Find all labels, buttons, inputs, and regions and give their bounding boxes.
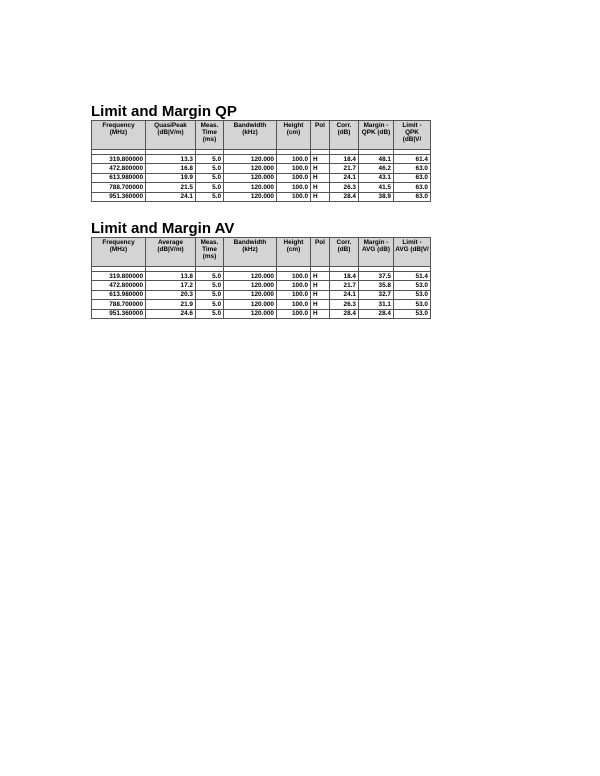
qp-header-cell: Frequency (MHz) (92, 121, 146, 150)
qp-table-cell: 100.0 (277, 173, 311, 182)
qp-table-cell: H (311, 192, 330, 201)
qp-table-cell: 19.9 (146, 173, 196, 182)
qp-table-cell: 5.0 (196, 173, 224, 182)
qp-table-cell: 38.9 (359, 192, 394, 201)
qp-header-cell: Meas. Time (ms) (196, 121, 224, 150)
av-table-cell: 472.800000 (92, 281, 146, 290)
av-table-row (92, 309, 431, 318)
qp-table-cell: 100.0 (277, 164, 311, 173)
qp-table-cell: 5.0 (196, 192, 224, 201)
av-table-cell: 21.9 (146, 300, 196, 309)
qp-header-cell: Pol (311, 121, 330, 150)
av-table-cell: H (311, 272, 330, 281)
qp-table-cell: 120.000 (224, 173, 277, 182)
qp-table-row (92, 192, 431, 201)
av-header-row (92, 238, 431, 267)
av-table (91, 237, 431, 319)
av-table-cell: 319.800000 (92, 272, 146, 281)
av-header-cell: Height (cm) (277, 238, 311, 267)
qp-table-cell: 13.3 (146, 155, 196, 164)
av-header-cell: Pol (311, 238, 330, 267)
qp-table-cell: 5.0 (196, 183, 224, 192)
qp-table-cell: 48.1 (359, 155, 394, 164)
av-table-cell: 28.4 (330, 309, 359, 318)
av-table-row (92, 281, 431, 290)
qp-table-cell: 26.3 (330, 183, 359, 192)
av-table-cell: 51.4 (394, 272, 431, 281)
qp-table-cell: H (311, 183, 330, 192)
av-table-cell: H (311, 309, 330, 318)
av-table-cell: 120.000 (224, 272, 277, 281)
qp-table-cell: 16.8 (146, 164, 196, 173)
av-table-row (92, 290, 431, 299)
qp-table-cell: 43.1 (359, 173, 394, 182)
av-table-cell: 31.1 (359, 300, 394, 309)
qp-table-cell: 319.800000 (92, 155, 146, 164)
qp-table-cell: 100.0 (277, 192, 311, 201)
qp-table-cell: 788.700000 (92, 183, 146, 192)
av-table-cell: 120.000 (224, 281, 277, 290)
av-table-cell: 53.0 (394, 300, 431, 309)
av-section (91, 221, 431, 319)
av-table-cell: H (311, 281, 330, 290)
qp-table-row (92, 164, 431, 173)
qp-title: Limit and Margin QP (91, 103, 237, 120)
qp-header-cell: QuasiPeak (dB|V/m) (146, 121, 196, 150)
av-table-cell: 24.6 (146, 309, 196, 318)
qp-table-cell: 5.0 (196, 164, 224, 173)
av-table-cell: 53.0 (394, 290, 431, 299)
av-table-cell: 26.3 (330, 300, 359, 309)
av-table-cell: 100.0 (277, 309, 311, 318)
qp-header-cell: Margin - QPK (dB) (359, 121, 394, 150)
qp-table-cell: 951.360000 (92, 192, 146, 201)
av-table-cell: 613.980000 (92, 290, 146, 299)
qp-table-cell: 24.1 (330, 173, 359, 182)
qp-table-cell: 21.7 (330, 164, 359, 173)
av-title: Limit and Margin AV (91, 220, 235, 237)
qp-table-cell: 63.0 (394, 192, 431, 201)
qp-section (91, 104, 431, 202)
av-table-cell: 100.0 (277, 300, 311, 309)
qp-table-row (92, 183, 431, 192)
qp-table-cell: 24.1 (146, 192, 196, 201)
av-header-cell: Average (dB|V/m) (146, 238, 196, 267)
av-table-cell: 53.0 (394, 281, 431, 290)
av-table-cell: 13.8 (146, 272, 196, 281)
av-table-cell: 5.0 (196, 309, 224, 318)
av-table-row (92, 272, 431, 281)
qp-table-cell: 63.0 (394, 173, 431, 182)
qp-table-row (92, 173, 431, 182)
av-table-cell: 17.2 (146, 281, 196, 290)
av-header-cell: Bandwidth (kHz) (224, 238, 277, 267)
qp-table-cell: 41.5 (359, 183, 394, 192)
qp-table-cell: 120.000 (224, 192, 277, 201)
qp-table-cell: 46.2 (359, 164, 394, 173)
qp-header-cell: Bandwidth (kHz) (224, 121, 277, 150)
qp-table-cell: 5.0 (196, 155, 224, 164)
av-header-cell: Frequency (MHz) (92, 238, 146, 267)
qp-header-row (92, 121, 431, 150)
av-table-cell: H (311, 300, 330, 309)
qp-table-row (92, 155, 431, 164)
qp-table-cell: 63.0 (394, 164, 431, 173)
qp-header-cell: Corr. (dB) (330, 121, 359, 150)
av-header-cell: Corr. (dB) (330, 238, 359, 267)
qp-header-cell: Limit - QPK (dB|V/ (394, 121, 431, 150)
qp-table-cell: 120.000 (224, 183, 277, 192)
qp-table-cell: 120.000 (224, 155, 277, 164)
av-header-cell: Margin - AVG (dB) (359, 238, 394, 267)
av-table-cell: 24.1 (330, 290, 359, 299)
av-table-cell: 32.7 (359, 290, 394, 299)
qp-table-cell: H (311, 173, 330, 182)
qp-header-cell: Height (cm) (277, 121, 311, 150)
av-table-cell: 951.360000 (92, 309, 146, 318)
qp-table-cell: 613.980000 (92, 173, 146, 182)
av-table-cell: 5.0 (196, 300, 224, 309)
av-table-cell: 5.0 (196, 272, 224, 281)
av-table-cell: 21.7 (330, 281, 359, 290)
qp-table-cell: 63.0 (394, 183, 431, 192)
av-table-cell: 18.4 (330, 272, 359, 281)
qp-table-cell: 21.5 (146, 183, 196, 192)
av-table-cell: 788.700000 (92, 300, 146, 309)
qp-table-cell: 120.000 (224, 164, 277, 173)
av-table-cell: H (311, 290, 330, 299)
qp-table-cell: 28.4 (330, 192, 359, 201)
qp-table-cell: H (311, 155, 330, 164)
qp-table-cell: 100.0 (277, 155, 311, 164)
qp-table-cell: 61.4 (394, 155, 431, 164)
av-table-cell: 120.000 (224, 300, 277, 309)
av-table-cell: 28.4 (359, 309, 394, 318)
av-table-cell: 20.3 (146, 290, 196, 299)
qp-table-cell: 18.4 (330, 155, 359, 164)
av-table-cell: 35.8 (359, 281, 394, 290)
av-table-cell: 120.000 (224, 290, 277, 299)
av-table-cell: 5.0 (196, 290, 224, 299)
qp-table (91, 120, 431, 202)
av-table-cell: 53.0 (394, 309, 431, 318)
qp-table-cell: 100.0 (277, 183, 311, 192)
av-table-cell: 100.0 (277, 290, 311, 299)
qp-table-cell: H (311, 164, 330, 173)
av-header-cell: Meas. Time (ms) (196, 238, 224, 267)
av-table-cell: 100.0 (277, 281, 311, 290)
av-table-row (92, 300, 431, 309)
qp-table-cell: 472.800000 (92, 164, 146, 173)
av-table-cell: 120.000 (224, 309, 277, 318)
av-header-cell: Limit - AVG (dB|V/ (394, 238, 431, 267)
av-table-cell: 37.5 (359, 272, 394, 281)
av-table-cell: 100.0 (277, 272, 311, 281)
av-table-cell: 5.0 (196, 281, 224, 290)
